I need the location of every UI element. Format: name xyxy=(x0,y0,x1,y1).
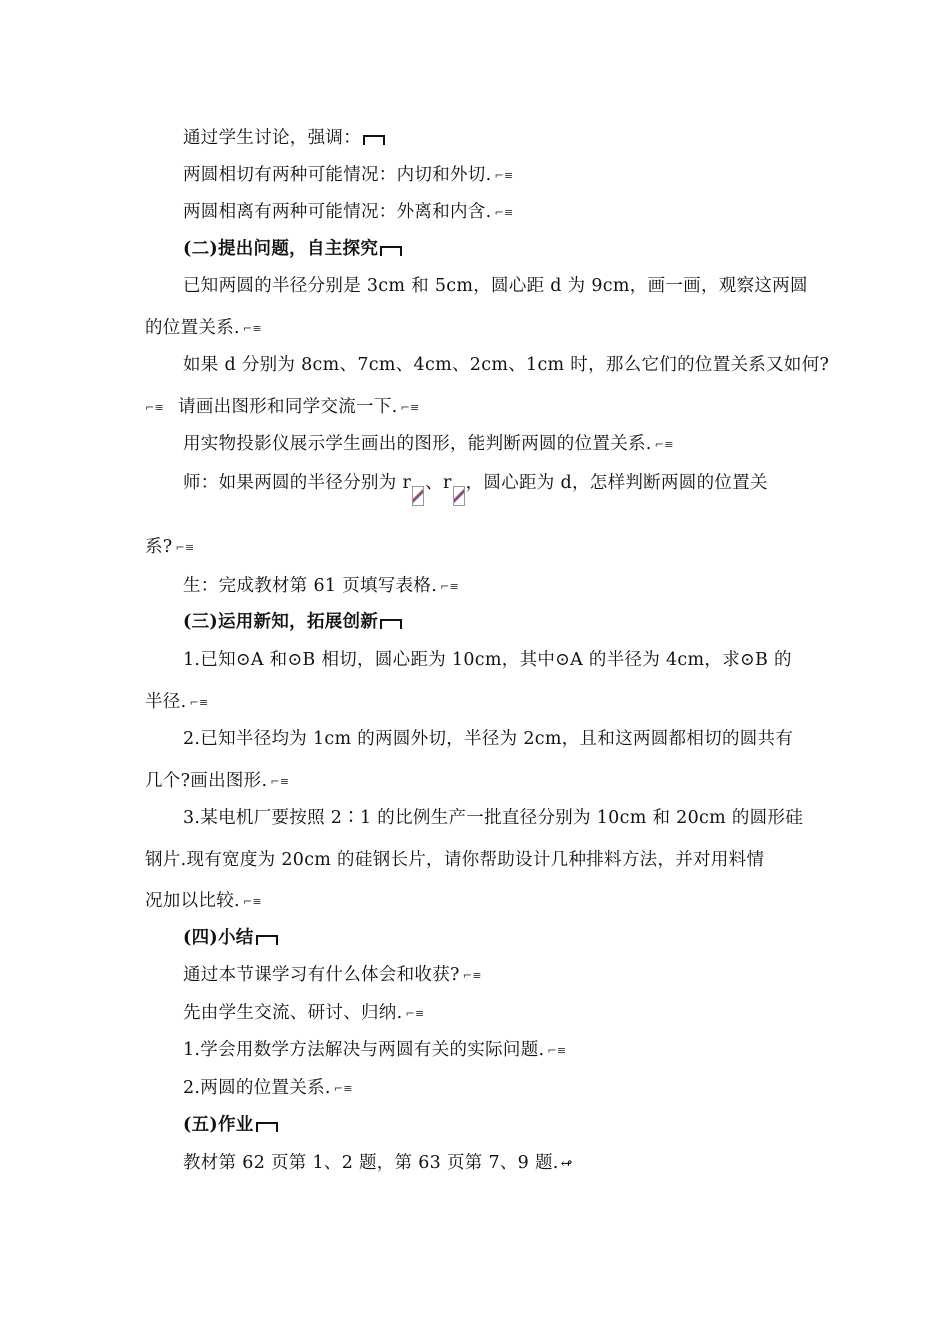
section-heading xyxy=(183,239,848,259)
question-continuation xyxy=(145,850,810,870)
text: 先由学生交流、研讨、归纳. xyxy=(183,1003,403,1023)
text: 况加以比较. xyxy=(145,891,240,911)
paragraph xyxy=(183,1078,848,1099)
text: 的位置关系. xyxy=(145,318,240,338)
paragraph-mark-icon: ⌐≡ xyxy=(270,774,290,788)
paragraph-mark-icon: ⌐≡ xyxy=(175,540,195,554)
document-end-icon: ↫ xyxy=(560,1156,573,1172)
paragraph-mark-icon: ⌐≡ xyxy=(333,1081,353,1095)
question xyxy=(183,808,848,828)
heading-mark-icon xyxy=(256,935,278,945)
text: 请画出图形和同学交流一下. xyxy=(178,397,398,417)
heading-mark-icon xyxy=(380,619,402,629)
text: ，圆心距为 d，怎样判断两圆的位置关 xyxy=(465,473,768,493)
section-heading xyxy=(183,612,848,632)
broken-image-icon xyxy=(453,486,465,506)
text: 钢片.现有宽度为 20cm 的硅钢长片，请你帮助设计几种排料方法，并对用料情 xyxy=(145,850,765,870)
text: 教材第 62 页第 1、2 题，第 63 页第 7、9 题. xyxy=(183,1153,559,1173)
heading-mark-icon xyxy=(363,135,385,145)
paragraph xyxy=(183,202,848,223)
paragraph xyxy=(183,1040,848,1061)
question xyxy=(183,650,848,670)
text: 师：如果两圆的半径分别为 r xyxy=(183,473,412,493)
paragraph xyxy=(183,1003,848,1024)
paragraph-mark-icon: ⌐≡ xyxy=(242,894,262,908)
text: 用实物投影仪展示学生画出的图形，能判断两圆的位置关系. xyxy=(183,434,652,454)
question-continuation xyxy=(145,692,810,713)
heading-text: (四)小结 xyxy=(183,928,254,948)
paragraph-mark-icon: ⌐≡ xyxy=(405,1006,425,1020)
heading-text: (二)提出问题，自主探究 xyxy=(183,239,379,259)
question-continuation xyxy=(145,771,810,792)
paragraph xyxy=(183,473,848,506)
paragraph-mark-icon: ⌐≡ xyxy=(462,968,482,982)
paragraph xyxy=(183,355,848,375)
paragraph xyxy=(183,128,848,148)
paragraph xyxy=(183,276,848,296)
text: 生：完成教材第 61 页填写表格. xyxy=(183,576,438,596)
heading-text: (五)作业 xyxy=(183,1115,254,1135)
text: 已知两圆的半径分别是 3cm 和 5cm，圆心距 d 为 9cm，画一画，观察这两圆 xyxy=(183,276,808,296)
paragraph-continuation xyxy=(145,537,810,558)
heading-mark-icon xyxy=(256,1122,278,1132)
heading-mark-icon xyxy=(380,246,402,256)
text: 几个?画出图形. xyxy=(145,771,268,791)
text: 通过本节课学习有什么体会和收获? xyxy=(183,965,460,985)
text: 3.某电机厂要按照 2∶1 的比例生产一批直径分别为 10cm 和 20cm 的圆形硅 xyxy=(183,808,804,828)
section-heading xyxy=(183,928,848,948)
paragraph xyxy=(183,165,848,186)
question-continuation xyxy=(145,891,810,912)
paragraph-mark-icon: ⌐≡ xyxy=(494,205,514,219)
text: 1.已知⊙A 和⊙B 相切，圆心距为 10cm，其中⊙A 的半径为 4cm，求⊙B 的 xyxy=(183,650,792,670)
paragraph xyxy=(183,576,848,597)
question xyxy=(183,729,848,749)
text: 通过学生讨论，强调： xyxy=(183,128,361,148)
paragraph-mark-icon: ⌐≡ xyxy=(547,1043,567,1057)
text: 2.两圆的位置关系. xyxy=(183,1078,331,1098)
paragraph-mark-icon: ⌐≡ xyxy=(145,400,165,414)
text: 、r xyxy=(425,473,452,493)
paragraph-continuation xyxy=(145,397,810,418)
broken-image-icon xyxy=(412,486,424,506)
text: 2.已知半径均为 1cm 的两圆外切，半径为 2cm，且和这两圆都相切的圆共有 xyxy=(183,729,794,749)
paragraph-mark-icon: ⌐≡ xyxy=(494,168,514,182)
paragraph xyxy=(183,1153,848,1174)
paragraph-mark-icon: ⌐≡ xyxy=(189,695,209,709)
paragraph-mark-icon: ⌐≡ xyxy=(654,437,674,451)
text: 系? xyxy=(145,537,173,557)
paragraph-mark-icon: ⌐≡ xyxy=(242,321,262,335)
section-heading xyxy=(183,1115,848,1135)
text: 两圆相离有两种可能情况：外离和内含. xyxy=(183,202,492,222)
paragraph-mark-icon: ⌐≡ xyxy=(440,579,460,593)
paragraph-continuation xyxy=(145,318,810,339)
paragraph-mark-icon: ⌐≡ xyxy=(400,400,420,414)
text: 半径. xyxy=(145,692,187,712)
text: 如果 d 分别为 8cm、7cm、4cm、2cm、1cm 时，那么它们的位置关系又如何? xyxy=(183,355,830,375)
text: 两圆相切有两种可能情况：内切和外切. xyxy=(183,165,492,185)
heading-text: (三)运用新知，拓展创新 xyxy=(183,612,379,632)
text: 1.学会用数学方法解决与两圆有关的实际问题. xyxy=(183,1040,545,1060)
paragraph xyxy=(183,965,848,986)
paragraph xyxy=(183,434,848,455)
